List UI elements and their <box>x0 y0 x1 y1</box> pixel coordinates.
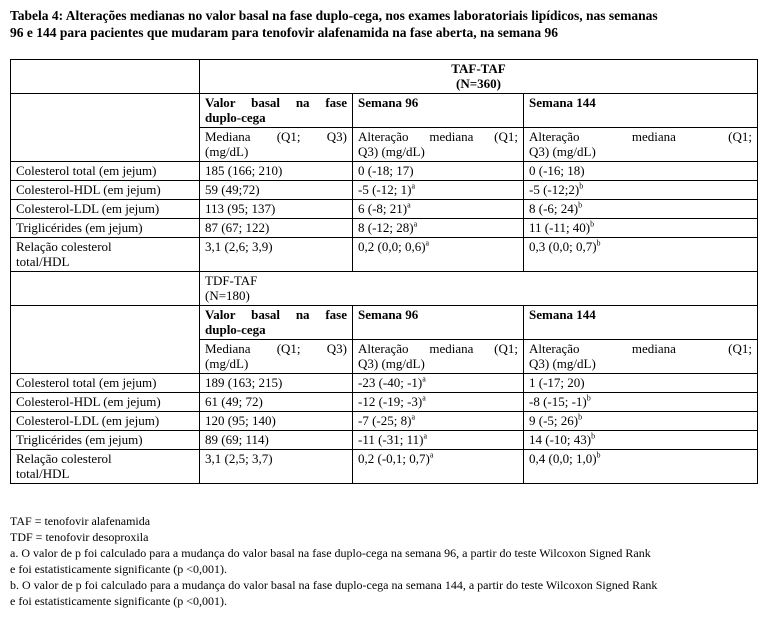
note-tdf: TDF = tenofovir desoproxila <box>10 530 149 544</box>
value-text: -7 (-25; 8) <box>358 413 412 428</box>
week96-value <box>353 181 524 200</box>
footnote-mark: a <box>413 219 418 229</box>
week144-value <box>524 431 758 450</box>
week144-value <box>524 162 758 181</box>
week144-value <box>524 238 758 272</box>
week96-value <box>353 219 524 238</box>
value-text: 8 (-12; 28) <box>358 220 414 235</box>
value-text: -8 (-15; -1) <box>529 394 587 409</box>
baseline-header-line-2: duplo-cega <box>205 322 266 337</box>
week144-value <box>524 393 758 412</box>
group-n: (N=360) <box>456 76 501 91</box>
value-text: 0,3 (0,0; 0,7) <box>529 239 597 254</box>
footnote-mark: a <box>411 412 415 422</box>
week96-unit-line-2: Q3) (mg/dL) <box>358 356 425 371</box>
row-label <box>11 450 200 484</box>
row-label: Colesterol total (em jejum) <box>11 374 200 393</box>
value-text: -11 (-31; 11) <box>358 432 424 447</box>
footnote-mark: b <box>579 181 584 191</box>
value-text: -12 (-19; -3) <box>358 394 423 409</box>
baseline-value: 59 (49;72) <box>200 181 353 200</box>
note-taf: TAF = tenofovir alafenamida <box>10 514 151 528</box>
week144-value <box>524 374 758 393</box>
baseline-unit-line-1: Mediana (Q1; Q3) <box>205 129 347 144</box>
empty-cell <box>11 94 200 128</box>
empty-cell <box>11 272 200 306</box>
row-label-line-2: total/HDL <box>16 254 70 269</box>
empty-cell <box>11 60 200 94</box>
footnote-mark: b <box>591 431 596 441</box>
baseline-value: 120 (95; 140) <box>200 412 353 431</box>
footnote-mark: b <box>586 393 591 403</box>
row-label-line-2: total/HDL <box>16 466 70 481</box>
row-label: Colesterol total (em jejum) <box>11 162 200 181</box>
week96-unit-line-2: Q3) (mg/dL) <box>358 144 425 159</box>
group-name: TDF-TAF <box>205 273 258 288</box>
footnote-mark: b <box>578 200 583 210</box>
baseline-header-line-1: Valor basal na fase <box>205 307 347 322</box>
table-row <box>11 412 758 431</box>
value-text: 9 (-5; 26) <box>529 413 579 428</box>
value-text: 11 (-11; 40) <box>529 220 591 235</box>
group-header-row <box>11 272 758 306</box>
footnote-mark: a <box>422 393 426 403</box>
row-label: Colesterol-HDL (em jejum) <box>11 393 200 412</box>
baseline-unit-line-2: (mg/dL) <box>205 144 249 159</box>
table-row <box>11 431 758 450</box>
week144-value <box>524 200 758 219</box>
lipid-table <box>10 59 758 484</box>
row-label: Colesterol-LDL (em jejum) <box>11 200 200 219</box>
week144-unit <box>524 128 758 162</box>
unit-row <box>11 128 758 162</box>
footnote-mark: b <box>596 450 601 460</box>
table-caption <box>10 7 760 41</box>
value-text: -5 (-12; 1) <box>358 182 412 197</box>
table-row <box>11 200 758 219</box>
week96-value <box>353 412 524 431</box>
group-header <box>200 272 758 306</box>
footnote-mark: a <box>423 431 428 441</box>
row-label-line-1: Relação colesterol <box>16 451 112 466</box>
value-text: 8 (-6; 24) <box>529 201 579 216</box>
row-label <box>11 238 200 272</box>
week144-value <box>524 219 758 238</box>
value-text: 0 (-16; 18) <box>529 163 585 178</box>
week144-value <box>524 450 758 484</box>
table-row <box>11 181 758 200</box>
week144-unit-line-1: Alteração mediana (Q1; <box>529 341 753 356</box>
footnote-mark: a <box>429 450 434 460</box>
week96-header: Semana 96 <box>353 94 524 128</box>
baseline-value: 89 (69; 114) <box>200 431 353 450</box>
group-n: (N=180) <box>205 288 250 303</box>
footnote-mark: a <box>407 200 411 210</box>
value-text: 0 (-18; 17) <box>358 163 414 178</box>
group-header <box>200 60 758 94</box>
group-header-row <box>11 60 758 94</box>
week144-unit-line-2: Q3) (mg/dL) <box>529 356 596 371</box>
week96-unit-line-1: Alteração mediana (Q1; <box>358 129 518 144</box>
baseline-unit <box>200 128 353 162</box>
week96-value <box>353 162 524 181</box>
baseline-value: 61 (49; 72) <box>200 393 353 412</box>
row-label: Triglicérides (em jejum) <box>11 431 200 450</box>
baseline-header <box>200 306 353 340</box>
footnotes <box>10 513 762 609</box>
baseline-value: 3,1 (2,6; 3,9) <box>200 238 353 272</box>
baseline-value: 3,1 (2,5; 3,7) <box>200 450 353 484</box>
table-row <box>11 162 758 181</box>
week96-value <box>353 238 524 272</box>
baseline-header <box>200 94 353 128</box>
week144-unit-line-1: Alteração mediana (Q1; <box>529 129 753 144</box>
baseline-value: 185 (166; 210) <box>200 162 353 181</box>
week144-value <box>524 412 758 431</box>
week96-value <box>353 431 524 450</box>
value-text: 6 (-8; 21) <box>358 201 408 216</box>
table-row <box>11 219 758 238</box>
column-header-row <box>11 306 758 340</box>
value-text: 1 (-17; 20) <box>529 375 585 390</box>
value-text: -23 (-40; -1) <box>358 375 423 390</box>
caption-line-1: Tabela 4: Alterações medianas no valor basal na fase duplo-cega, nos exames laboratoriais lipídicos, nas semanas <box>10 8 658 23</box>
taf-taf-section <box>11 60 758 272</box>
value-text: 0,2 (-0,1; 0,7) <box>358 451 430 466</box>
empty-cell <box>11 306 200 340</box>
week96-unit-line-1: Alteração mediana (Q1; <box>358 341 518 356</box>
baseline-unit <box>200 340 353 374</box>
baseline-unit-line-2: (mg/dL) <box>205 356 249 371</box>
week144-value <box>524 181 758 200</box>
note-b-line-2: e foi estatisticamente significante (p <0,001). <box>10 594 228 608</box>
value-text: 14 (-10; 43) <box>529 432 592 447</box>
week144-header: Semana 144 <box>524 306 758 340</box>
footnote-mark: a <box>425 238 430 248</box>
row-label: Triglicérides (em jejum) <box>11 219 200 238</box>
footnote-mark: b <box>590 219 595 229</box>
week96-header: Semana 96 <box>353 306 524 340</box>
baseline-header-line-1: Valor basal na fase <box>205 95 347 110</box>
baseline-value: 113 (95; 137) <box>200 200 353 219</box>
row-label: Colesterol-LDL (em jejum) <box>11 412 200 431</box>
group-name: TAF-TAF <box>451 61 506 76</box>
table-row <box>11 393 758 412</box>
tdf-taf-section <box>11 272 758 484</box>
week144-unit <box>524 340 758 374</box>
empty-cell <box>11 128 200 162</box>
column-header-row <box>11 94 758 128</box>
footnote-mark: b <box>596 238 601 248</box>
week96-value <box>353 374 524 393</box>
row-label-line-1: Relação colesterol <box>16 239 112 254</box>
empty-cell <box>11 340 200 374</box>
row-label: Colesterol-HDL (em jejum) <box>11 181 200 200</box>
footnote-mark: a <box>411 181 415 191</box>
week144-unit-line-2: Q3) (mg/dL) <box>529 144 596 159</box>
baseline-value: 87 (67; 122) <box>200 219 353 238</box>
week96-value <box>353 393 524 412</box>
note-b-line-1: b. O valor de p foi calculado para a mudança do valor basal na fase duplo-cega na semana 144, a partir do teste Wilcoxon Signed Rank <box>10 578 658 592</box>
week96-unit <box>353 340 524 374</box>
unit-row <box>11 340 758 374</box>
baseline-value: 189 (163; 215) <box>200 374 353 393</box>
value-text: -5 (-12;2) <box>529 182 580 197</box>
footnote-mark: b <box>578 412 583 422</box>
caption-line-2: 96 e 144 para pacientes que mudaram para tenofovir alafenamida na fase aberta, na semana 96 <box>10 25 558 40</box>
value-text: 0,4 (0,0; 1,0) <box>529 451 597 466</box>
note-a-line-2: e foi estatisticamente significante (p <0,001). <box>10 562 228 576</box>
table-row <box>11 238 758 272</box>
note-a-line-1: a. O valor de p foi calculado para a mudança do valor basal na fase duplo-cega na semana 96, a partir do teste Wilcoxon Signed Rank <box>10 546 651 560</box>
week96-unit <box>353 128 524 162</box>
value-text: 0,2 (0,0; 0,6) <box>358 239 426 254</box>
footnote-mark: a <box>422 374 426 384</box>
baseline-unit-line-1: Mediana (Q1; Q3) <box>205 341 347 356</box>
table-row <box>11 450 758 484</box>
table-row <box>11 374 758 393</box>
week96-value <box>353 200 524 219</box>
week144-header: Semana 144 <box>524 94 758 128</box>
week96-value <box>353 450 524 484</box>
baseline-header-line-2: duplo-cega <box>205 110 266 125</box>
